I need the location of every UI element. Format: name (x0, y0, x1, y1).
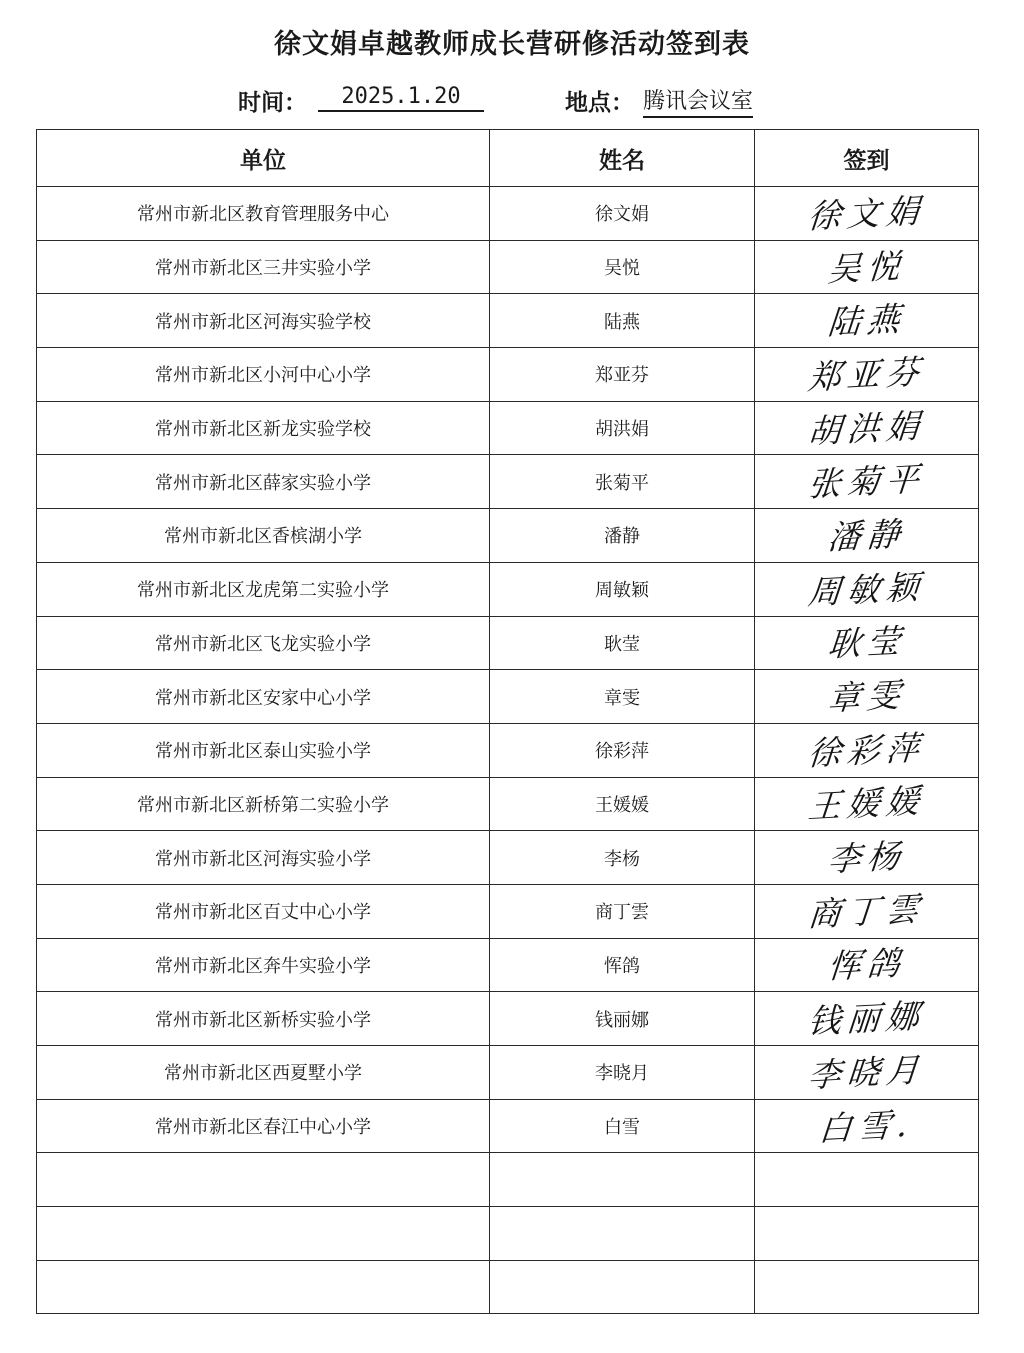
unit-cell: 常州市新北区安家中心小学 (37, 670, 490, 724)
table-row (37, 938, 979, 992)
signature-cell (755, 1046, 979, 1100)
unit-cell: 常州市新北区教育管理服务中心 (37, 187, 490, 241)
signature-cell (755, 992, 979, 1046)
signature-cell (755, 777, 979, 831)
handwritten-signature: 陆燕 (825, 299, 908, 343)
handwritten-signature: 李杨 (825, 835, 908, 880)
signature-cell (755, 1260, 979, 1314)
signature-cell (755, 455, 979, 509)
table-row (37, 1099, 979, 1153)
handwritten-signature: 李晓月 (806, 1049, 927, 1096)
name-cell: 徐彩萍 (490, 723, 755, 777)
name-cell: 陆燕 (490, 294, 755, 348)
signature-cell (755, 187, 979, 241)
handwritten-signature: 白雪. (817, 1103, 916, 1149)
handwritten-signature: 商丁雲 (806, 888, 927, 934)
signature-cell (755, 831, 979, 885)
table-row (37, 1153, 979, 1207)
name-cell: 徐文娟 (490, 187, 755, 241)
table-row (37, 777, 979, 831)
handwritten-signature: 胡洪娟 (806, 405, 927, 451)
header-sign: 签到 (755, 130, 979, 187)
unit-cell: 常州市新北区河海实验小学 (37, 831, 490, 885)
name-cell: 恽鸽 (490, 938, 755, 992)
table-row (37, 670, 979, 724)
table-row (37, 509, 979, 563)
time-label: 时间： (238, 90, 307, 116)
table-row (37, 455, 979, 509)
name-cell: 郑亚芬 (490, 348, 755, 402)
handwritten-signature: 吴悦 (825, 245, 908, 289)
signature-cell (755, 884, 979, 938)
place-value: 腾讯会议室 (643, 84, 753, 118)
name-cell: 张菊平 (490, 455, 755, 509)
unit-cell: 常州市新北区新桥实验小学 (37, 992, 490, 1046)
unit-cell: 常州市新北区河海实验学校 (37, 294, 490, 348)
handwritten-signature: 恽鸽 (825, 943, 908, 987)
signature-cell (755, 670, 979, 724)
table-row (37, 1207, 979, 1261)
table-row (37, 1046, 979, 1100)
handwritten-signature: 徐彩萍 (806, 727, 927, 773)
unit-cell: 常州市新北区三井实验小学 (37, 240, 490, 294)
table-row (37, 240, 979, 294)
signature-cell (755, 616, 979, 670)
name-cell: 白雪 (490, 1099, 755, 1153)
name-cell: 王媛媛 (490, 777, 755, 831)
table-row (37, 723, 979, 777)
header-row (37, 130, 979, 187)
unit-cell: 常州市新北区薛家实验小学 (37, 455, 490, 509)
table-body (37, 187, 979, 1314)
header-unit: 单位 (37, 130, 490, 187)
handwritten-signature: 耿莹 (825, 621, 908, 665)
unit-cell: 常州市新北区奔牛实验小学 (37, 938, 490, 992)
table-row (37, 884, 979, 938)
name-cell: 商丁雲 (490, 884, 755, 938)
time-value: 2025.1.20 (318, 84, 484, 112)
unit-cell: 常州市新北区百丈中心小学 (37, 884, 490, 938)
name-cell (490, 1260, 755, 1314)
name-cell: 章雯 (490, 670, 755, 724)
signature-cell (755, 401, 979, 455)
handwritten-signature: 章雯 (825, 674, 908, 719)
unit-cell: 常州市新北区香槟湖小学 (37, 509, 490, 563)
signature-cell (755, 348, 979, 402)
handwritten-signature: 郑亚芬 (806, 351, 927, 398)
signature-cell (755, 938, 979, 992)
handwritten-signature: 周敏颖 (806, 566, 927, 612)
handwritten-signature: 潘静 (825, 513, 908, 558)
handwritten-signature: 张菊平 (806, 459, 927, 505)
place-label: 地点： (565, 90, 634, 116)
signature-cell (755, 1207, 979, 1261)
signature-cell (755, 240, 979, 294)
table-row (37, 401, 979, 455)
table-row (37, 831, 979, 885)
name-cell (490, 1153, 755, 1207)
header-name: 姓名 (490, 130, 755, 187)
table-row (37, 1260, 979, 1314)
table-row (37, 562, 979, 616)
handwritten-signature: 徐文娟 (806, 190, 927, 237)
table-row (37, 294, 979, 348)
unit-cell: 常州市新北区飞龙实验小学 (37, 616, 490, 670)
signin-table (36, 129, 979, 1314)
name-cell: 潘静 (490, 509, 755, 563)
unit-cell: 常州市新北区小河中心小学 (37, 348, 490, 402)
page-title: 徐文娟卓越教师成长营研修活动签到表 (274, 29, 750, 60)
unit-cell: 常州市新北区泰山实验小学 (37, 723, 490, 777)
unit-cell (37, 1207, 490, 1261)
unit-cell: 常州市新北区龙虎第二实验小学 (37, 562, 490, 616)
handwritten-signature: 王媛媛 (806, 781, 927, 827)
unit-cell (37, 1260, 490, 1314)
name-cell: 吴悦 (490, 240, 755, 294)
signature-cell (755, 562, 979, 616)
name-cell: 胡洪娟 (490, 401, 755, 455)
name-cell: 耿莹 (490, 616, 755, 670)
table-row (37, 348, 979, 402)
name-cell (490, 1207, 755, 1261)
unit-cell: 常州市新北区西夏墅小学 (37, 1046, 490, 1100)
signature-cell (755, 723, 979, 777)
signature-cell (755, 1099, 979, 1153)
signature-cell (755, 294, 979, 348)
handwritten-signature: 钱丽娜 (806, 995, 927, 1042)
meta-info (0, 84, 1024, 120)
name-cell: 钱丽娜 (490, 992, 755, 1046)
name-cell: 周敏颖 (490, 562, 755, 616)
unit-cell (37, 1153, 490, 1207)
unit-cell: 常州市新北区新桥第二实验小学 (37, 777, 490, 831)
signature-cell (755, 509, 979, 563)
table-row (37, 187, 979, 241)
signature-cell (755, 1153, 979, 1207)
table-row (37, 616, 979, 670)
name-cell: 李杨 (490, 831, 755, 885)
unit-cell: 常州市新北区新龙实验学校 (37, 401, 490, 455)
table-row (37, 992, 979, 1046)
unit-cell: 常州市新北区春江中心小学 (37, 1099, 490, 1153)
name-cell: 李晓月 (490, 1046, 755, 1100)
